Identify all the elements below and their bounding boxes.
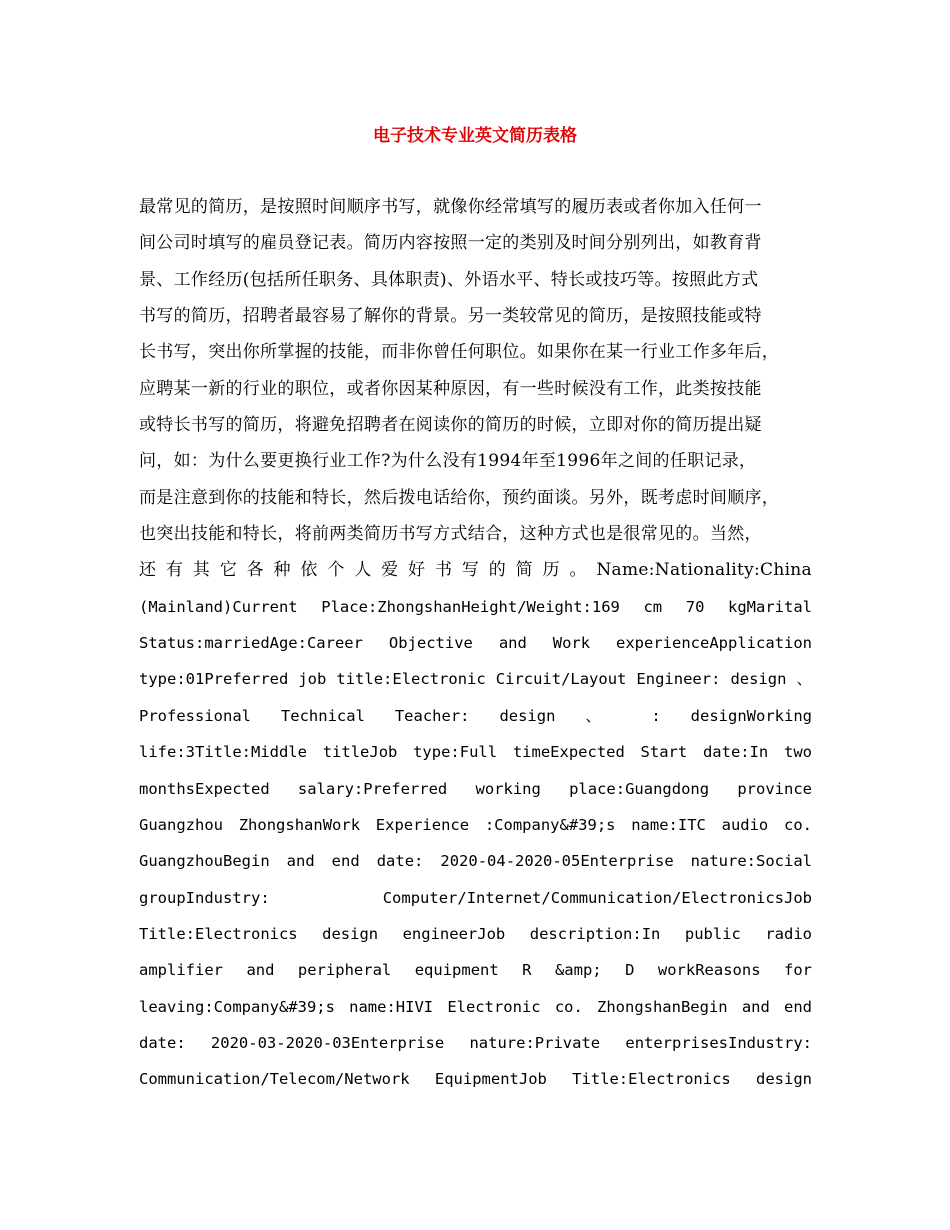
body-line: 也突出技能和特长，将前两类简历书写方式结合，这种方式也是很常见的。当然， [139,524,762,545]
body-line: Communication/Telecom/Network EquipmentJob Title:Electronics design [139,1070,812,1089]
body-line: type:01Preferred job title:Electronic Circuit/Layout Engineer: design 、 [139,670,812,689]
body-line: 最常见的简历，是按照时间顺序书写，就像你经常填写的履历表或者你加入任何一 [139,197,762,217]
document-body [139,189,812,1098]
body-line: 间公司时填写的雇员登记表。简历内容按照一定的类别及时间分别列出，如教育背 [139,233,762,254]
body-line: 而是注意到你的技能和特长，然后拨电话给你，预约面谈。另外，既考虑时间顺序， [139,487,780,508]
body-line: groupIndustry: Computer/Internet/Communication/ElectronicsJob [139,888,812,907]
body-line: monthsExpected salary:Preferred working place:Guangdong province [139,779,812,798]
body-line: 或特长书写的简历，将避免招聘者在阅读你的简历的时候，立即对你的简历提出疑 [139,415,762,436]
document-title: 电子技术专业英文简历表格 [373,126,577,146]
body-line: 景、工作经历(包括所任职务、具体职责)、外语水平、特长或技巧等。按照此方式 [139,269,759,290]
body-line: Professional Technical Teacher: design 、 : designWorking [139,706,812,725]
body-line: Status:marriedAge:Career Objective and Work experienceApplication [139,634,812,653]
body-line: 书写的简历，招聘者最容易了解你的背景。另一类较常见的简历，是按照技能或特 [139,306,762,327]
body-line: Guangzhou ZhongshanWork Experience :Company&#39;s name:ITC audio co. [139,815,812,834]
body-line: 应聘某一新的行业的职位，或者你因某种原因，有一些时候没有工作，此类按技能 [139,378,762,399]
body-line: date: 2020-03-2020-03Enterprise nature:Private enterprisesIndustry: [139,1033,812,1052]
body-line: GuangzhouBegin and end date: 2020-04-2020-05Enterprise nature:Social [139,852,812,871]
body-line: amplifier and peripheral equipment R &amp; D workReasons for [139,961,812,980]
body-line: (Mainland)Current Place:ZhongshanHeight/Weight:169 cm 70 kgMarital [139,597,812,616]
body-line: 还 有 其 它 各 种 依 个 人 爱 好 书 写 的 简 历 。 Name:Nationality:China [139,560,812,581]
body-line: 长书写，突出你所掌握的技能，而非你曾任何职位。如果你在某一行业工作多年后， [139,342,780,363]
body-line: life:3Title:Middle titleJob type:Full timeExpected Start date:In two [139,743,812,762]
body-line: Title:Electronics design engineerJob description:In public radio [139,924,812,943]
body-line: leaving:Company&#39;s name:HIVI Electronic co. ZhongshanBegin and end [139,997,812,1016]
body-line: 问，如：为什么要更换行业工作?为什么没有1994年至1996年之间的任职记录， [139,451,757,472]
